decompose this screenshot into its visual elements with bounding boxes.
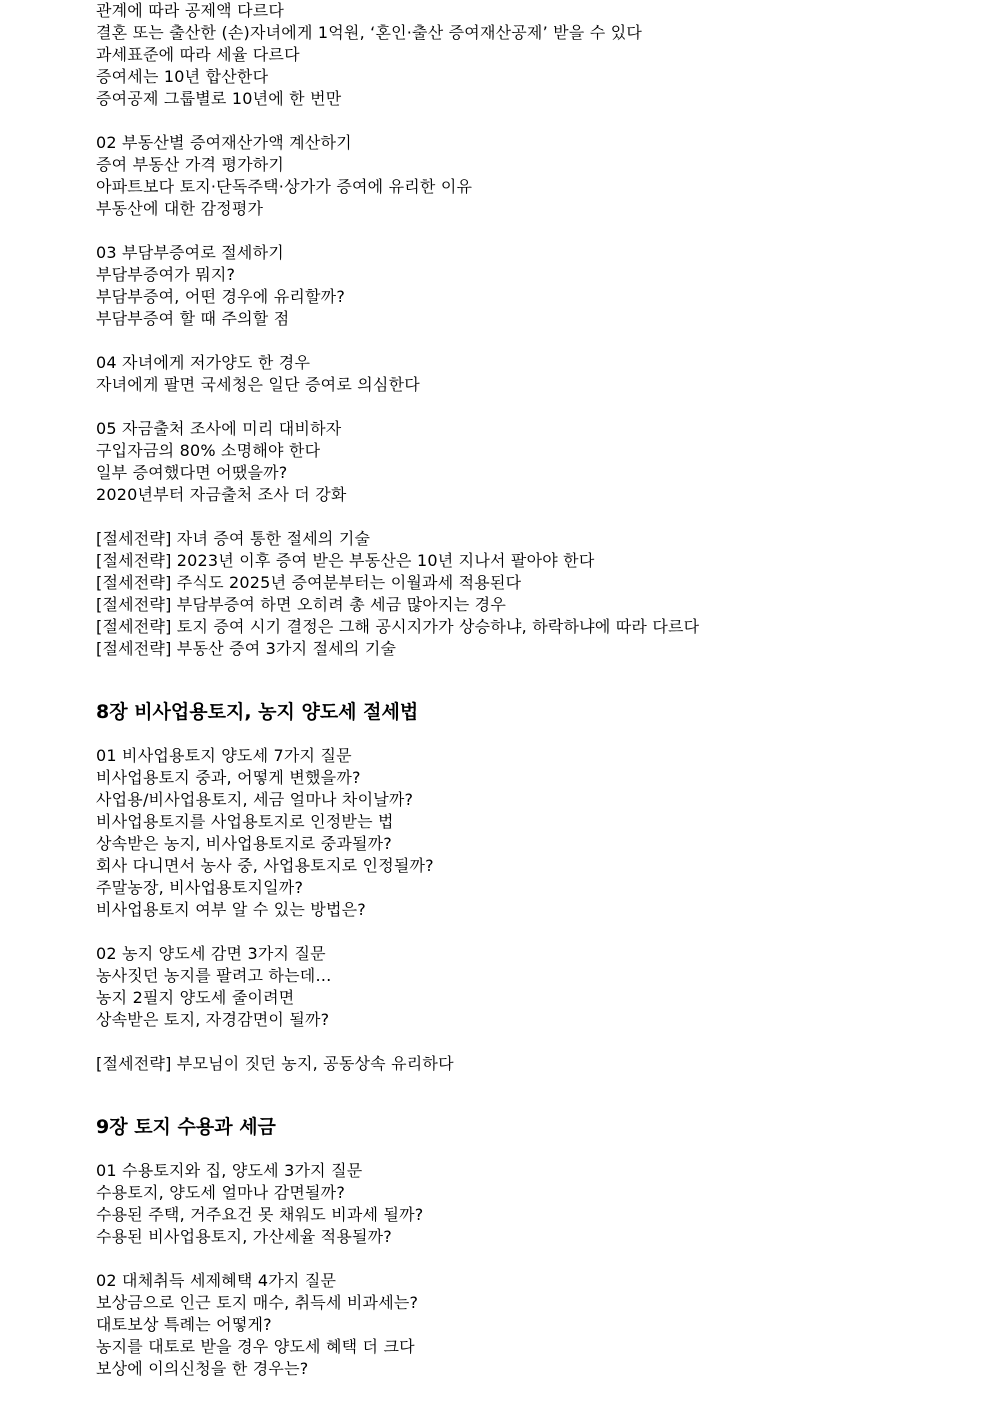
chapter-8-section-02 bbox=[96, 943, 972, 1031]
text-line: 사업용/비사업용토지, 세금 얼마나 차이날까? bbox=[96, 790, 414, 809]
document-page bbox=[96, 0, 972, 1380]
text-line: 부담부증여 할 때 주의할 점 bbox=[96, 309, 290, 328]
strategy-line: [절세전략] 2023년 이후 증여 받은 부동산은 10년 지나서 팔아야 한다 bbox=[96, 551, 595, 570]
text-line: 비사업용토지를 사업용토지로 인정받는 법 bbox=[96, 812, 394, 831]
section-02-group bbox=[96, 132, 972, 220]
section-heading: 01 비사업용토지 양도세 7가지 질문 bbox=[96, 746, 352, 765]
text-line: 증여공제 그룹별로 10년에 한 번만 bbox=[96, 89, 342, 108]
text-line: 부동산에 대한 감정평가 bbox=[96, 199, 264, 218]
section-heading: 03 부담부증여로 절세하기 bbox=[96, 243, 284, 262]
chapter-9-title: 9장 토지 수용과 세금 bbox=[96, 1116, 276, 1138]
text-line: 농지 2필지 양도세 줄이려면 bbox=[96, 988, 295, 1007]
text-line: 회사 다니면서 농사 중, 사업용토지로 인정될까? bbox=[96, 856, 434, 875]
text-line: 자녀에게 팔면 국세청은 일단 증여로 의심한다 bbox=[96, 375, 420, 394]
chapter-spacer bbox=[96, 660, 972, 699]
text-line: 아파트보다 토지·단독주택·상가가 증여에 유리한 이유 bbox=[96, 177, 473, 196]
text-line: 결혼 또는 출산한 (손)자녀에게 1억원, ‘혼인·출산 증여재산공제’ 받을 수 있다 bbox=[96, 23, 643, 42]
text-line: 농사짓던 농지를 팔려고 하는데… bbox=[96, 966, 332, 985]
chapter-spacer bbox=[96, 1075, 972, 1114]
section-05-group bbox=[96, 418, 972, 506]
chapter-spacer bbox=[96, 1140, 972, 1160]
chapter-9-section-01 bbox=[96, 1160, 972, 1248]
text-line: 대토보상 특례는 어떻게? bbox=[96, 1315, 272, 1334]
text-line: 상속받은 토지, 자경감면이 될까? bbox=[96, 1010, 330, 1029]
section-heading: 02 대체취득 세제혜택 4가지 질문 bbox=[96, 1271, 337, 1290]
text-line: 구입자금의 80% 소명해야 한다 bbox=[96, 441, 321, 460]
blank-line bbox=[96, 506, 972, 528]
text-line: 주말농장, 비사업용토지일까? bbox=[96, 878, 304, 897]
text-line: 증여 부동산 가격 평가하기 bbox=[96, 155, 285, 174]
text-line: 비사업용토지 중과, 어떻게 변했을까? bbox=[96, 768, 361, 787]
chapter-spacer bbox=[96, 725, 972, 745]
strategy-line: [절세전략] 부동산 증여 3가지 절세의 기술 bbox=[96, 639, 397, 658]
gift-tax-deduction-group bbox=[96, 0, 972, 110]
section-heading: 02 농지 양도세 감면 3가지 질문 bbox=[96, 944, 326, 963]
text-line: 보상금으로 인근 토지 매수, 취득세 비과세는? bbox=[96, 1293, 419, 1312]
text-line: 일부 증여했다면 어땠을까? bbox=[96, 463, 288, 482]
text-line: 과세표준에 따라 세율 다르다 bbox=[96, 45, 300, 64]
blank-line bbox=[96, 220, 972, 242]
chapter-8-section-01 bbox=[96, 745, 972, 921]
chapter-8-strategy bbox=[96, 1053, 972, 1075]
section-heading: 05 자금출처 조사에 미리 대비하자 bbox=[96, 419, 342, 438]
text-line: 수용토지, 양도세 얼마나 감면될까? bbox=[96, 1183, 346, 1202]
section-03-group bbox=[96, 242, 972, 330]
section-heading: 02 부동산별 증여재산가액 계산하기 bbox=[96, 133, 352, 152]
chapter-8-title: 8장 비사업용토지, 농지 양도세 절세법 bbox=[96, 701, 419, 723]
text-line: 부담부증여가 뭐지? bbox=[96, 265, 236, 284]
blank-line bbox=[96, 110, 972, 132]
text-line: 증여세는 10년 합산한다 bbox=[96, 67, 269, 86]
text-line: 2020년부터 자금출처 조사 더 강화 bbox=[96, 485, 347, 504]
section-heading: 04 자녀에게 저가양도 한 경우 bbox=[96, 353, 311, 372]
strategy-line: [절세전략] 자녀 증여 통한 절세의 기술 bbox=[96, 529, 371, 548]
blank-line bbox=[96, 1031, 972, 1053]
section-04-group bbox=[96, 352, 972, 396]
blank-line bbox=[96, 921, 972, 943]
text-line: 상속받은 농지, 비사업용토지로 중과될까? bbox=[96, 834, 392, 853]
strategy-group bbox=[96, 528, 972, 660]
blank-line bbox=[96, 330, 972, 352]
section-heading: 01 수용토지와 집, 양도세 3가지 질문 bbox=[96, 1161, 363, 1180]
text-line: 관계에 따라 공제액 다르다 bbox=[96, 1, 285, 20]
strategy-line: [절세전략] 주식도 2025년 증여분부터는 이월과세 적용된다 bbox=[96, 573, 522, 592]
text-line: 농지를 대토로 받을 경우 양도세 혜택 더 크다 bbox=[96, 1337, 415, 1356]
text-line: 부담부증여, 어떤 경우에 유리할까? bbox=[96, 287, 346, 306]
blank-line bbox=[96, 396, 972, 418]
text-line: 수용된 비사업용토지, 가산세율 적용될까? bbox=[96, 1227, 392, 1246]
strategy-line: [절세전략] 부담부증여 하면 오히려 총 세금 많아지는 경우 bbox=[96, 595, 506, 614]
text-line: 비사업용토지 여부 알 수 있는 방법은? bbox=[96, 900, 366, 919]
blank-line bbox=[96, 1248, 972, 1270]
strategy-line: [절세전략] 토지 증여 시기 결정은 그해 공시지가가 상승하냐, 하락하냐에 따라 다르다 bbox=[96, 617, 700, 636]
chapter-9-section-02 bbox=[96, 1270, 972, 1380]
text-line: 수용된 주택, 거주요건 못 채워도 비과세 될까? bbox=[96, 1205, 424, 1224]
strategy-line: [절세전략] 부모님이 짓던 농지, 공동상속 유리하다 bbox=[96, 1054, 454, 1073]
text-line: 보상에 이의신청을 한 경우는? bbox=[96, 1359, 309, 1378]
